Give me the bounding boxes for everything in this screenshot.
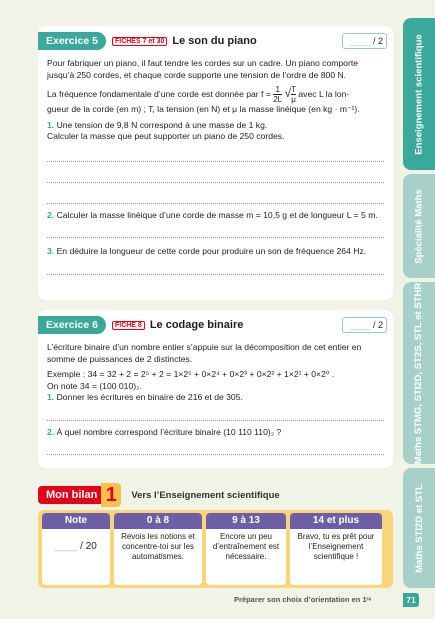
exercise-6-fiche-link[interactable]: FICHE 8 <box>112 321 145 330</box>
exercise-6-intro: L’écriture binaire d’un nombre entier s’appuie sur la décomposition de cet entier en somme de puissances de 2 distinctes. <box>47 342 362 364</box>
bilan-number: 1 <box>101 483 121 507</box>
exercise-5-formula-line: La fréquence fondamentale d’une corde est donnée par f = $\frac{1}{2L}$ √ $\frac{T}{\mu}$ avec L la lon- <box>47 85 350 104</box>
bilan-column-head: 0 à 8 <box>114 513 202 529</box>
bilan-column-9-13 <box>206 513 286 585</box>
answer-line[interactable] <box>47 406 384 421</box>
answer-line[interactable] <box>47 189 384 204</box>
exercise-5-question-3: 3. En déduire la longueur de cette corde pour produire un son de fréquence 264 Hz. <box>47 246 367 256</box>
answer-line[interactable] <box>47 260 384 275</box>
exercise-6-score-field[interactable]: ____ / 2 <box>342 317 387 333</box>
bilan-note-column <box>42 513 110 585</box>
exercise-6-example: Exemple : 34 = 32 + 2 = 2⁵ + 2 = 1×2⁵ + 0×2⁴ + 0×2³ + 0×2² + 1×2¹ + 0×2⁰ . <box>47 369 335 379</box>
section-tabs <box>403 0 435 619</box>
answer-line[interactable] <box>47 147 384 162</box>
exercise-6-question-1: 1. Donner les écritures en binaire de 216 et de 305. <box>47 392 243 402</box>
bilan-table <box>38 510 393 588</box>
exercise-5-fiche-link[interactable]: FICHES 7 et 30 <box>112 37 167 46</box>
answer-line[interactable] <box>47 223 384 238</box>
exercise-5-question-2: 2. Calculer la masse linéique d’une corde de masse m = 10,5 g et de longueur L = 5 m. <box>47 209 378 220</box>
bilan-note-head: Note <box>42 513 110 529</box>
bilan-column-14-plus <box>290 513 382 585</box>
exercise-5-title: Le son du piano <box>172 35 257 47</box>
bilan-section <box>38 484 393 590</box>
bilan-title: Vers l’Enseignement scientifique <box>131 489 280 501</box>
answer-line[interactable] <box>47 440 384 455</box>
bilan-column-0-8 <box>114 513 202 585</box>
exercise-6-note: On note 34 = (100 010)₂. <box>47 380 142 391</box>
exercise-5-card <box>38 26 393 300</box>
bilan-column-head: 9 à 13 <box>206 513 286 529</box>
exercise-6-tag: Exercice 6 <box>38 316 106 334</box>
exercise-5-score-field[interactable]: ____ / 2 <box>342 33 387 49</box>
bilan-column-text: Bravo, tu es prêt pour l’Enseignement scientifique ! <box>297 532 375 561</box>
tab-specialite-maths[interactable]: Spécialité Maths <box>403 174 435 278</box>
page-number: 71 <box>403 593 419 607</box>
exercise-5-question-1: 1. Une tension de 9,8 N correspond à une masse de 1 kg. <box>47 119 268 130</box>
bilan-column-text: Revois les notions et concentre-toi sur les automatismes. <box>121 532 195 561</box>
answer-line[interactable] <box>47 168 384 183</box>
exercise-6-card <box>38 310 393 468</box>
exercise-5-question-1b: Calculer la masse que peut supporter un piano de 250 cordes. <box>47 131 285 141</box>
bilan-tag: Mon bilan <box>38 486 101 504</box>
tab-enseignement-scientifique[interactable]: Enseignement scientifique <box>403 18 435 170</box>
bilan-note-field[interactable]: ____ / 20 <box>55 541 97 552</box>
exercise-5-intro-2: gueur de la corde (en m) ; T, la tension (en N) et μ la masse linéique (en kg · m⁻¹). <box>47 104 360 114</box>
exercise-5-tag: Exercice 5 <box>38 32 106 50</box>
exercise-6-title: Le codage binaire <box>149 319 244 331</box>
bilan-column-head: 14 et plus <box>290 513 382 529</box>
exercise-6-question-2: 2. À quel nombre correspond l’écriture binaire (10 110 110)₂ ? <box>47 426 282 437</box>
exercise-5-intro: Pour fabriquer un piano, il faut tendre les cordes sur un cadre. Un piano comporte jusqu’à 250 cordes, et chaque corde supporte une tension de l’ordre de 800 N. <box>47 58 358 80</box>
page-footer: Préparer son choix d’orientation en 1ʳᵉ <box>234 595 372 604</box>
tab-maths-stmg[interactable]: Maths STMG, STI2D, ST2S, STL et STHR <box>403 282 435 464</box>
tab-maths-sti2d[interactable]: Maths STI2D et STL <box>403 468 435 588</box>
bilan-column-text: Encore un peu d’entraînement est nécessaire. <box>212 532 280 561</box>
